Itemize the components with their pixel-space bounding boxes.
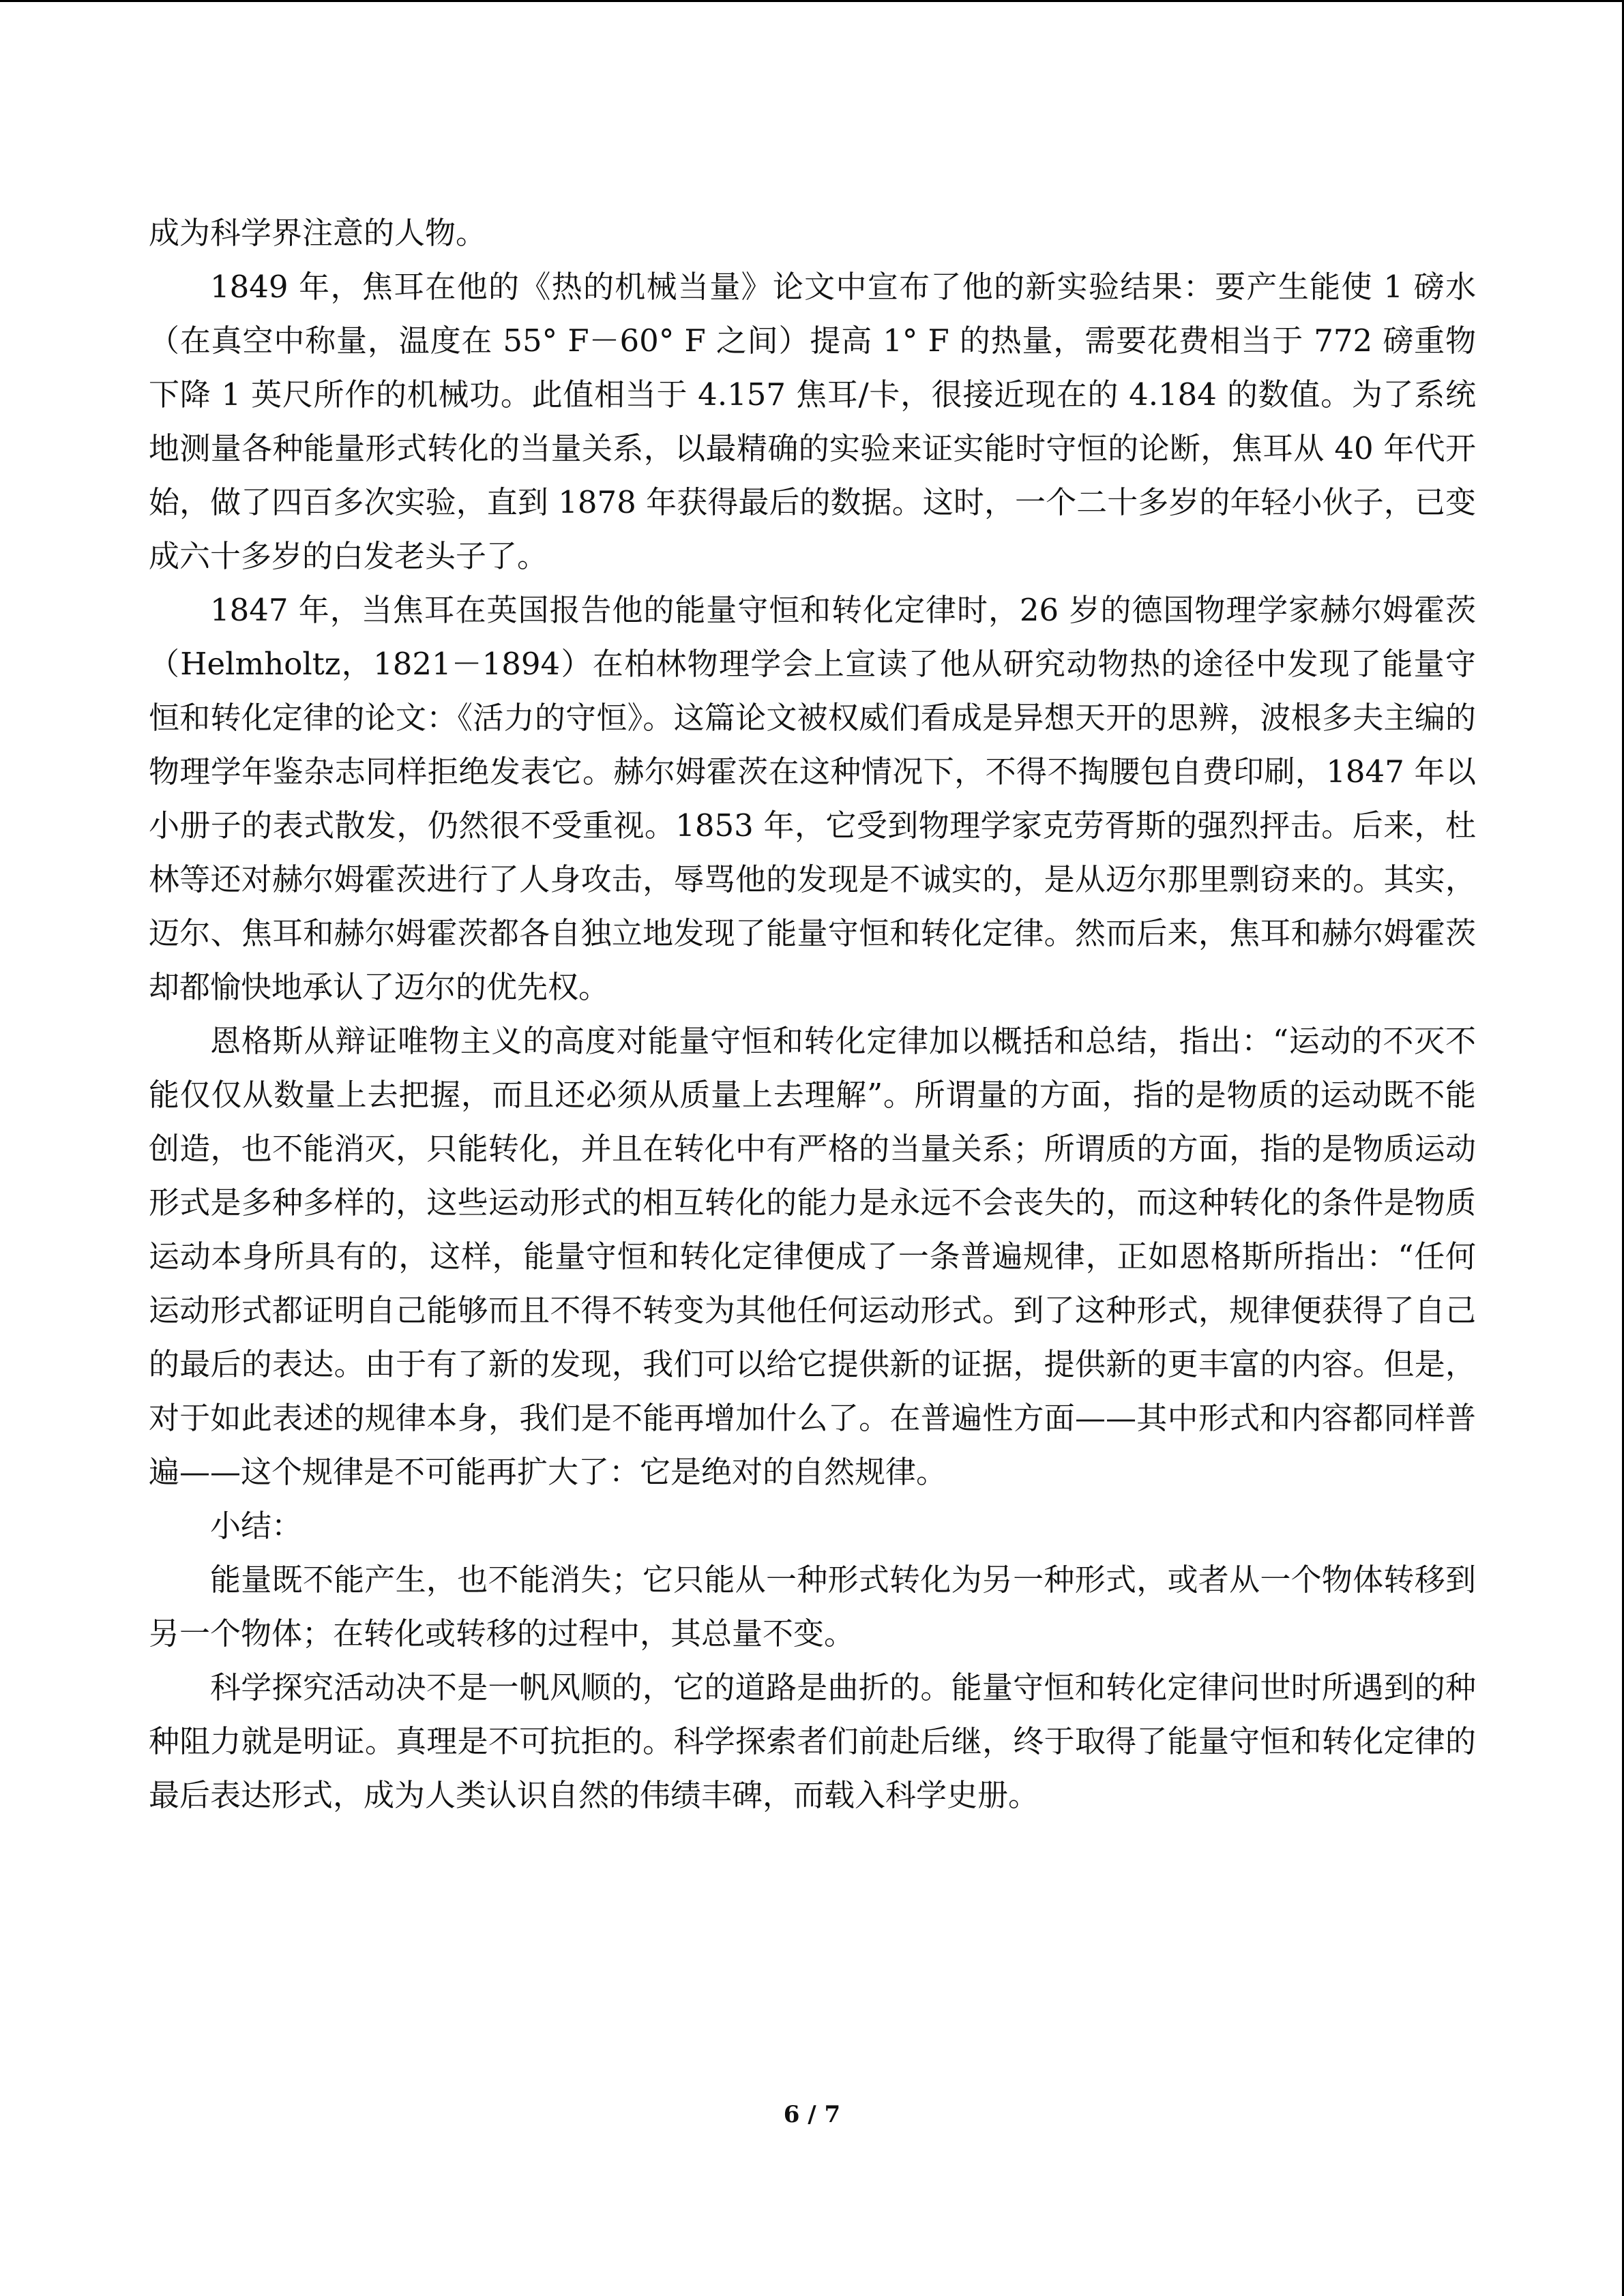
page-top-border <box>0 0 1624 2</box>
paragraph-continuation: 成为科学界注意的人物。 <box>149 215 487 251</box>
paragraph-helmholtz: 1847 年，当焦耳在英国报告他的能量守恒和转化定律时，26 岁的德国物理学家赫尔姆霍茨（Helmholtz，1821－1894）在柏林物理学会上宣读了他从研究动物热的途径中发现了能量守恒和转化定律的论文：《活力的守恒》。这篇论文被权威们看成是异想天开的思辨，波根多夫主编的物理学年鉴杂志同样拒绝发表它。赫尔姆霍茨在这种情况下，不得不掏腰包自费印刷，1847 年以小册子的表式散发，仍然很不受重视。1853 年，它受到物理学家克劳胥斯的强烈抨击。后来，杜林等还对赫尔姆霍茨进行了人身攻击，辱骂他的发现是不诚实的，是从迈尔那里剽窃来的。其实，迈尔、焦耳和赫尔姆霍茨都各自独立地发现了能量守恒和转化定律。然而后来，焦耳和赫尔姆霍茨却都愉快地承认了迈尔的优先权。 <box>149 592 1476 1005</box>
paragraph-engels: 恩格斯从辩证唯物主义的高度对能量守恒和转化定律加以概括和总结，指出：“运动的不灭不能仅仅从数量上去把握，而且还必须从质量上去理解”。所谓量的方面，指的是物质的运动既不能创造，也不能消灭，只能转化，并且在转化中有严格的当量关系；所谓质的方面，指的是物质运动形式是多种多样的，这些运动形式的相互转化的能力是永远不会丧失的，而这种转化的条件是物质运动本身所具有的，这样，能量守恒和转化定律便成了一条普遍规律，正如恩格斯所指出：“任何运动形式都证明自己能够而且不得不转变为其他任何运动形式。到了这种形式，规律便获得了自己的最后的表达。由于有了新的发现，我们可以给它提供新的证据，提供新的更丰富的内容。但是，对于如此表述的规律本身，我们是不能再增加什么了。在普遍性方面——其中形式和内容都同样普遍——这个规律是不可能再扩大了：它是绝对的自然规律。 <box>149 1023 1476 1490</box>
paragraph-summary-science: 科学探究活动决不是一帆风顺的，它的道路是曲折的。能量守恒和转化定律问世时所遇到的种种阻力就是明证。真理是不可抗拒的。科学探索者们前赴后继，终于取得了能量守恒和转化定律的最后表达形式，成为人类认识自然的伟绩丰碑，而载入科学史册。 <box>149 1669 1476 1813</box>
page-number: 6 / 7 <box>783 2101 841 2128</box>
document-body <box>149 206 1476 1822</box>
paragraph-summary-law: 能量既不能产生，也不能消失；它只能从一种形式转化为另一种形式，或者从一个物体转移到另一个物体；在转化或转移的过程中，其总量不变。 <box>149 1562 1476 1652</box>
paragraph-joule-experiment: 1849 年，焦耳在他的《热的机械当量》论文中宣布了他的新实验结果：要产生能使 1 磅水（在真空中称量，温度在 55° F－60° F 之间）提高 1° F 的热量，需要花费相当于 772 磅重物下降 1 英尺所作的机械功。此值相当于 4.157 焦耳/卡，很接近现在的 4.184 的数值。为了系统地测量各种能量形式转化的当量关系，以最精确的实验来证实能时守恒的论断，焦耳从 40 年代开始，做了四百多次实验，直到 1878 年获得最后的数据。这时，一个二十多岁的年轻小伙子，已变成六十多岁的白发老头子了。 <box>149 269 1476 574</box>
summary-heading: 小结： <box>210 1508 303 1544</box>
